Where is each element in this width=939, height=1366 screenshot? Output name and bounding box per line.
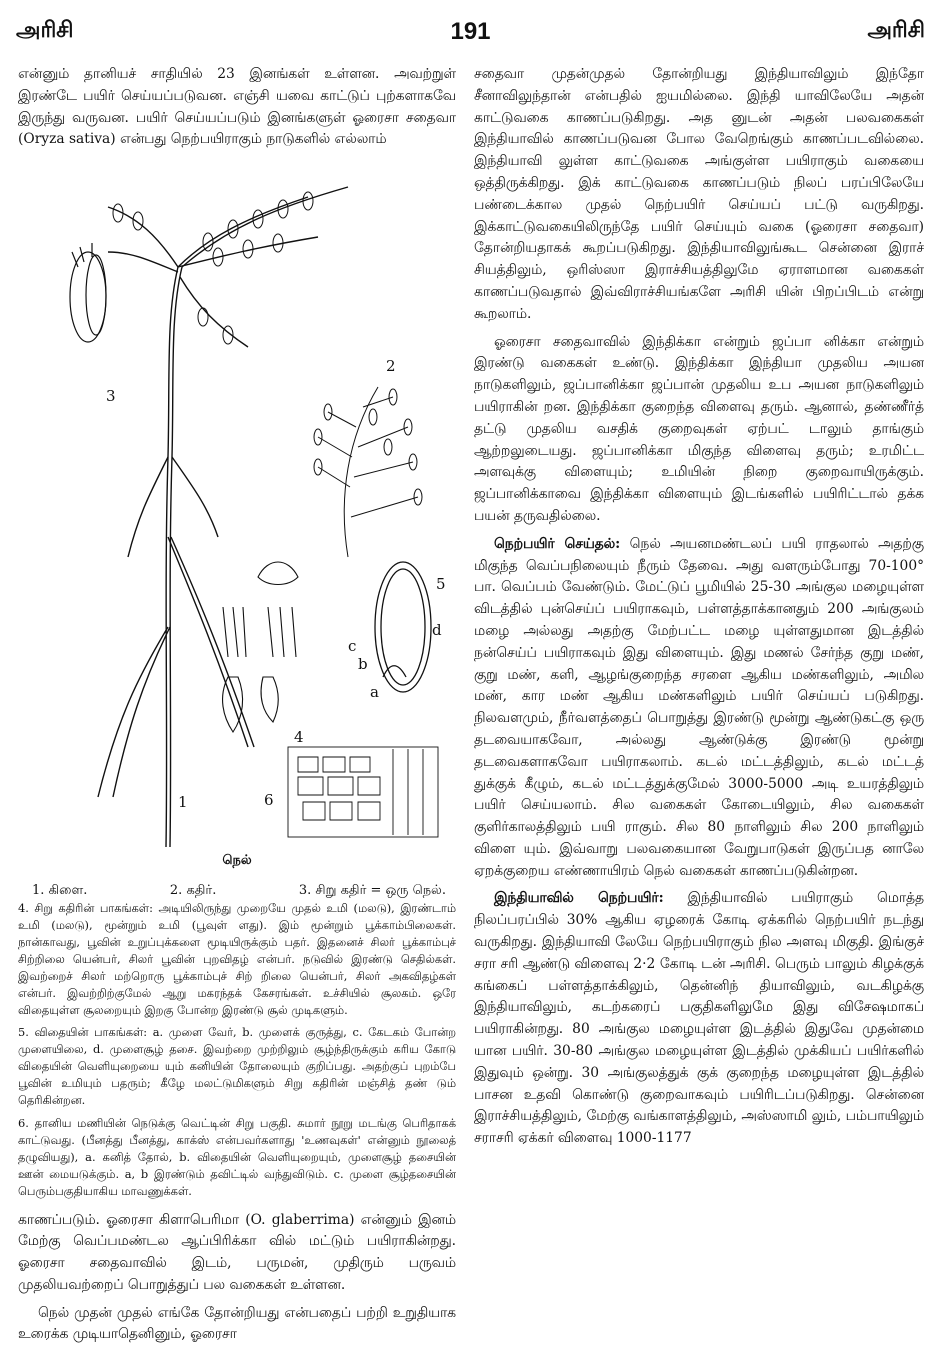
figure-label-b: b [358, 655, 368, 674]
running-head-left: அரிசி [16, 18, 74, 43]
legend-item-5: 5. விதையின் பாகங்கள்: a. முளை வேர், b. முளைக் குருத்து, c. கேடகம் போன்ற முளையிலை, d. முளைசூழ் தசை. இவற்றை முற்றிலும் சூழ்ந்திருக்கும் கரிய கோடு விதையின் வெளியுறையை யும் கனியின் தோலையும் குறிப்பது. அதற்குப் புறம்பே பூவின் உமியும் பதரும்; கீழே மலட்டுமிகளும் சிறு கதிரின் மஞ்சித் தண் டும் தெரிகின்றன. [18, 1025, 456, 1108]
left-column [18, 64, 456, 1358]
legend-row-1 [18, 883, 456, 900]
legend-item-2: 2. கதிர். [169, 883, 217, 899]
figure-label-d: d [432, 621, 442, 640]
legend-item-6: 6. தானிய மணியின் நெடுக்கு வெட்டின் சிறு பகுதி. சுமார் நூறு மடங்கு பெரிதாகக் காட்டுவது. (பீனத்து பீனத்து, காக்ஸ் என்பவர்களாது 'உணவுகள்' என்னும் நூலைத் தழுவியது), a. கனித் தோல், b. விதையின் வெளியுறையும், முளைசூழ் தசையின் ஊன் மையடுக்கும். a, b இரண்டும் தவிட்டில் வந்துவிடும். c. முளை சூழ்தசையின் பெரும்பகுதியாகிய மாவணுக்கள். [18, 1115, 456, 1198]
figure-label-5: 5 [436, 575, 446, 594]
rice-plant-illustration [18, 157, 456, 877]
spikelet-drawing [70, 243, 106, 342]
paragraph-indica-japonica: ஓரைசா சதைவாவில் இந்திக்கா என்றும் ஜப்பா னிக்கா என்றும் இரண்டு வகைகள் உண்டு. இந்திக்கா இந்தியா முதலிய அயன நாடுகளிலும், ஜப்பானிக்கா ஜப்பான் முதலிய உப அயன நாடுகளிலும் பயிராகின் றன. இந்திக்கா குறைந்த விளைவு தரும். ஆனால், தண்ணீர்த் தட்டு முதலிய வசதிக் குறைவுகள் ஏற்பட் டாலும் தாங்கும் ஆற்றலுடையது. ஜப்பானிக்கா மிகுந்த விளைவு தரும்; உரமிட்ட அளவுக்கு விளையும்; உமியின் நிறை குறைவாயிருக்கும். ஜப்பானிக்காவை இந்திக்கா விளையும் இடங்களில் பயிரிட்டால் தக்க பயன் தருவதில்லை. [474, 333, 924, 524]
seed-section-drawing [375, 562, 431, 692]
legend-item-3: 3. சிறு கதிர் = ஒரு நெல். [298, 883, 446, 899]
figure-label-4: 4 [294, 728, 304, 747]
figure-label-6: 6 [264, 791, 274, 810]
panicle-drawing [314, 387, 422, 557]
paragraph-origin-continued: சதைவா முதன்முதல் தோன்றியது இந்தியாவிலும் இந்தோ சீனாவிலுந்தான் என்பதில் ஐயமில்லை. இந்தி யாவிலேயே அதன் காட்டுவகை காணப்படுகிறது. அத னுடன் அதன் பலவகைகள் இந்தியாவில் காணப்படுவன போல வேறெங்கும் காணப்படவில்லை. இந்தியாவி லுள்ள காட்டுவகை அங்குள்ள பயிராகும் வகையை ஒத்திருக்கிறது. இக் காட்டுவகை காணப்படும் நிலப் பரப்பிலேயே பண்டைக்கால முதல் நெற்பயிர் செய்யப் பட்டு வருகிறது. இக்காட்டுவகையிலிருந்தே பயிர் செய்யும் வகை (ஓரைசா சதைவா) தோன்றியதாகக் கூறப்படுகிறது. இந்தியாவிலுங்கூட சென்னை இராச் சியத்திலும், ஒரிஸ்ஸா இராச்சியத்திலுமே ஏராளமான வகைகள் காணப்படுவதால் இவ்விராச்சியங்களே அரிசி யின் பிறப்பிடம் என்று கூறலாம். [474, 66, 924, 322]
paragraph-india-rice [474, 888, 924, 1150]
page-header [16, 18, 925, 48]
figure-legend [18, 883, 456, 1199]
figure-label-2: 2 [386, 357, 396, 376]
paragraph-intro: என்னும் தானியச் சாதியில் 23 இனங்கள் உள்ளன. அவற்றுள் இரண்டே பயிர் செய்யப்படுவன. எஞ்சி யவை காட்டுப் புற்களாகவே இருந்து வருவன. பயிர் செய்யப்படும் இனங்களுள் ஓரைசா சதைவா (Oryza sativa) என்பது நெற்பயிராகும் நாடுகளில் எல்லாம் [18, 66, 456, 148]
legend-item-4: 4. சிறு கதிரின் பாகங்கள்: அடியிலிருந்து முறையே முதல் உமி (மலடு), இரண்டாம் உமி (மலடு), மூன்றும் உமி (பூவுள் ளது). இம் மூன்றும் பூக்காம்பிலைகள். நான்காவது, பூவின் உறுப்புக்களை மூடியிருக்கும் பதர். இதனைச் சிலர் பூக்காம்புச் சிற்றிலை யென்பர், சிலர் பூவின் புறவிதழ் என்பர். நடுவில் இரண்டு செதில்கள். இவற்றைச் சிலர் மற்றொரு பூக்காம்புச் சிற் றிலை யென்பர், சிலர் அகவிதழ்கள் என்பர். இவற்றிற்குமேல் ஆறு மகரந்தக் கேசரங்கள். உச்சியில் சூலகம். ஒரே விதையுள்ள சூலறையும் இறகு போன்ற இரண்டு சூல் முடிகளும். [18, 901, 456, 1017]
figure-caption: நெல் [222, 853, 252, 869]
text-india-rice: இந்தியாவில் பயிராகும் மொத்த நிலப்பரப்பில் 30% ஆகிய ஏழரைக் கோடி ஏக்கரில் நெற்பயிர் நடந்து வருகிறது. இந்தியாவி லேயே நெற்பயிராகும் நில அளவு மிகுதி. இங்குச் சரா சரி ஆண்டு விளைவு 2·2 கோடி டன் அரிசி. பெரும் பாலும் கிழக்குக் கங்கைப் பள்ளத்தாக்கிலும், தென்னிந் தியாவிலும், வடகிழக்கு இந்தியாவிலும், கடற்கரைப் பகுதிகளிலுமே இது விசேஷமாகப் பயிராகின்றது. 80 அங்குல மழையுள்ள இடத்தில் இதுவே முதன்மை யான பயிர். 30-80 அங்குல மழையுள்ள இடத்தில் முக்கியப் பயிர்களில் இதுவும் ஒன்று. 30 அங்குலத்துக் குக் குறைந்த மழையுள்ள இடத்தில் பாசன உதவி கொண்டு குறைவாகவும் பயிரிடப்படுகிறது. சென்னை இராச்சியத்திலும், மேற்கு வங்காளத்திலும், அஸ்ஸாமி லும், பம்பாயிலும் சராசரி ஏக்கர் விளைவு 1000-1177 [474, 890, 924, 1147]
paragraph-cultivation [474, 534, 924, 883]
paragraph-glaberrima: காணப்படும். ஓரைசா கிளாபெரிமா (O. glaberrima) என்னும் இனம் மேற்கு வெப்பமண்டல ஆப்பிரிக்கா வில் மட்டும் பயிராகின்றது. ஓரைசா சதைவாவில் இடம், பருமன், முதிரும் பருவம் முதலியவற்றைப் பொறுத்துப் பல வகைகள் உள்ளன. [18, 1211, 456, 1293]
figure-label-1: 1 [178, 793, 188, 812]
figure-label-a: a [370, 683, 379, 702]
legend-item-1: 1. கிளை. [32, 883, 88, 899]
figure-label-3: 3 [106, 387, 116, 406]
heading-cultivation: நெற்பயிர் செய்தல்: [494, 535, 621, 552]
heading-india-rice: இந்தியாவில் நெற்பயிர்: [494, 890, 664, 907]
page-number: 191 [450, 18, 491, 45]
figure-label-c: c [348, 637, 357, 656]
paragraph-origin: நெல் முதன் முதல் எங்கே தோன்றியது என்பதைப் பற்றி உறுதியாக உரைக்க முடியாதெனினும், ஓரைசா [18, 1304, 456, 1343]
rice-plant-figure [18, 157, 456, 877]
cell-section-drawing [288, 747, 438, 837]
right-column [474, 64, 924, 1358]
running-head-right: அரிசி [867, 18, 925, 43]
text-cultivation: நெல் அயனமண்டலப் பயி ராதலால் அதற்கு மிகுந்த வெப்பநிலையும் நீரும் தேவை. அது வளரும்போது 70-100° பா. வெப்பம் வேண்டும். மேட்டுப் பூமியில் 25-30 அங்குல மழையுள்ள விடத்தில் புன்செய்ப் பயிராகவும், பள்ளத்தாக்கானதும் 200 அங்குலம் மழை அல்லது அதற்கு மேற்பட்ட மழை யுள்ளதுமான இடத்தில் நன்செய்ப் பயிராகவும் இது விளையும். இது மணல் சேர்ந்த குறு மண், குறு மண், களி, ஆழங்குறைந்த சரளை ஆகிய மண்களிலும், அமில மண், கார மண் ஆகிய மண்களிலும் பயிர் செய்யப் படுகிறது. நிலவளமும், நீர்வளத்தைப் பொறுத்து இரண்டு மூன்று ஆண்டுகட்கு ஒரு தடவையாகவோ, அல்லது ஆண்டுக்கு இரண்டு மூன்று தடவைகளாகவோ பயிராகலாம். கடல் மட்டத்திலும், கடல் மட்டத் துக்குக் கீழும், கடல் மட்டத்துக்குமேல் 3000-5000 அடி உயரத்திலும் பயிர் செய்யலாம். சில வகைகள் கோடையிலும், சில வகைகள் குளிர்காலத்திலும் பயி ராகும். சில 80 நாளிலும் சில 200 நாளிலும் விளை யும். இவ்வாறு பலவகையான வேறுபாடுகள் இருப்பத னாலே ஏறக்குறைய எண்ணாயிரம் நெல் வகைகள் காணப்படுகின்றன. [474, 535, 924, 879]
